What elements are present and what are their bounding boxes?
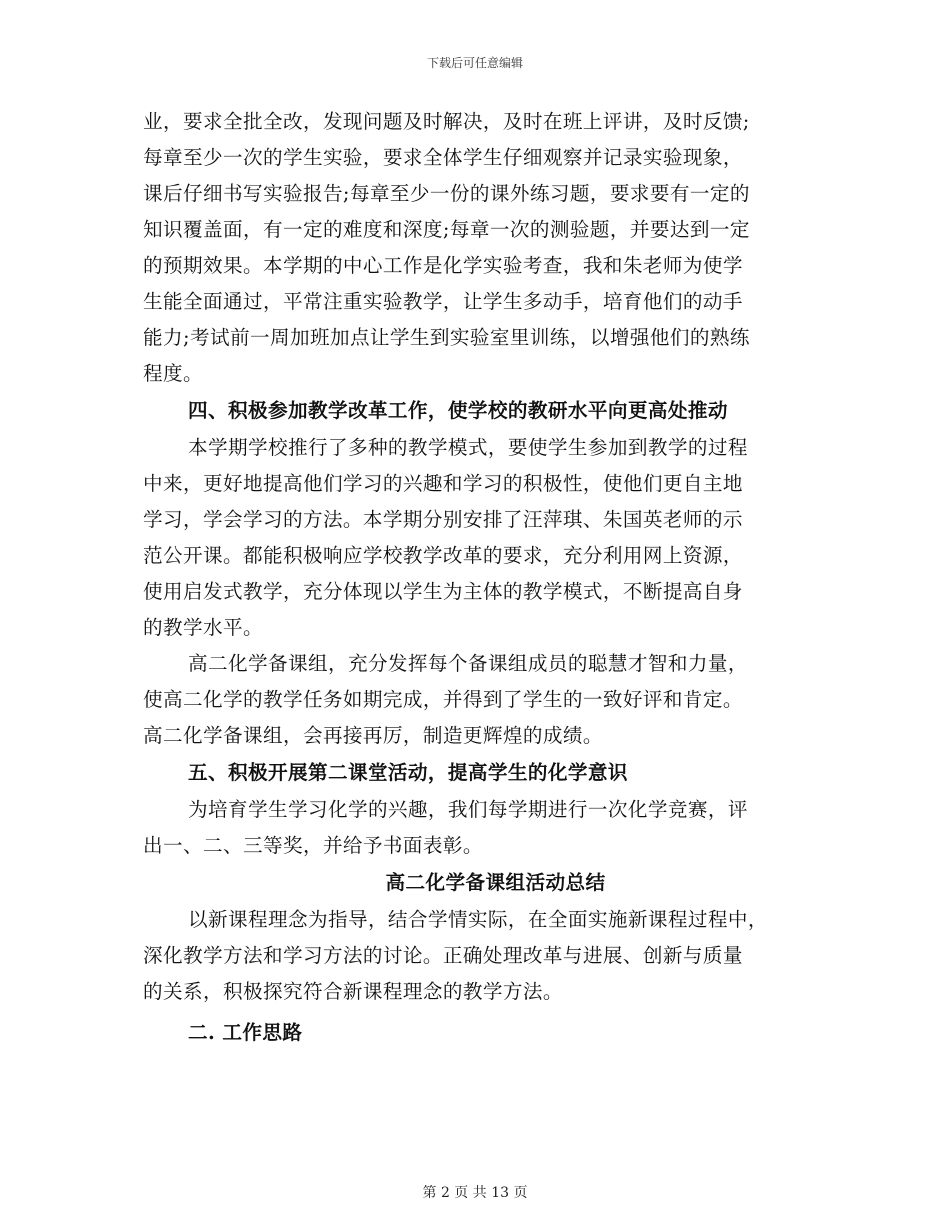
text-line: 的关系，积极探究符合新课程理念的教学方法。 bbox=[143, 980, 563, 1003]
section-heading-4: 四、积极参加教学改革工作，使学校的教研水平向更高处推动 bbox=[188, 399, 728, 422]
text-line: 本学期学校推行了多种的教学模式，要使学生参加到教学的过程 bbox=[188, 436, 748, 459]
text-line: 深化教学方法和学习方法的讨论。正确处理改革与进展、创新与质量 bbox=[143, 944, 743, 967]
text-line: 使高二化学的教学任务如期完成，并得到了学生的一致好评和肯定。 bbox=[143, 688, 743, 711]
text-line: 使用启发式教学，充分体现以学生为主体的教学模式，不断提高自身 bbox=[143, 580, 743, 603]
text-line: 为培育学生学习化学的兴趣，我们每学期进行一次化学竞赛，评 bbox=[188, 798, 748, 821]
text-line: 高二化学备课组，充分发挥每个备课组成员的聪慧才智和力量， bbox=[188, 652, 748, 675]
text-line: 能力;考试前一周加班加点让学生到实验室里训练，以增强他们的熟练 bbox=[143, 326, 750, 349]
section-heading-work-ideas: 二. 工作思路 bbox=[188, 1021, 303, 1044]
text-line: 中来，更好地提高他们学习的兴趣和学习的积极性，使他们更自主地 bbox=[143, 472, 743, 495]
page-number: 第 2 页 共 13 页 bbox=[422, 1185, 528, 1201]
text-line: 程度。 bbox=[143, 362, 203, 385]
document-body bbox=[143, 104, 808, 1052]
text-line: 生能全面通过，平常注重实验教学，让学生多动手，培育他们的动手 bbox=[143, 290, 743, 313]
text-line: 业，要求全批全改，发现问题及时解决，及时在班上评讲，及时反馈; bbox=[143, 110, 750, 133]
text-line: 每章至少一次的学生实验，要求全体学生仔细观察并记录实验现象， bbox=[143, 146, 743, 169]
text-line: 范公开课。都能积极响应学校教学改革的要求，充分利用网上资源， bbox=[143, 544, 743, 567]
text-line: 学习，学会学习的方法。本学期分别安排了汪萍琪、朱国英老师的示 bbox=[143, 508, 743, 531]
text-line: 以新课程理念为指导，结合学情实际，在全面实施新课程过程中， bbox=[188, 908, 768, 931]
text-line: 出一、二、三等奖，并给予书面表彰。 bbox=[143, 834, 483, 857]
text-line: 的教学水平。 bbox=[143, 616, 263, 639]
document-title: 高二化学备课组活动总结 bbox=[385, 871, 606, 894]
text-line: 的预期效果。本学期的中心工作是化学实验考查，我和朱老师为使学 bbox=[143, 254, 743, 277]
text-line: 知识覆盖面，有一定的难度和深度;每章一次的测验题，并要达到一定 bbox=[143, 218, 750, 241]
page-header: 下载后可任意编辑 bbox=[426, 56, 523, 70]
text-line: 高二化学备课组，会再接再厉，制造更辉煌的成绩。 bbox=[143, 724, 603, 747]
section-heading-5: 五、积极开展第二课堂活动，提高学生的化学意识 bbox=[188, 761, 628, 784]
text-line: 课后仔细书写实验报告;每章至少一份的课外练习题，要求要有一定的 bbox=[143, 182, 750, 205]
